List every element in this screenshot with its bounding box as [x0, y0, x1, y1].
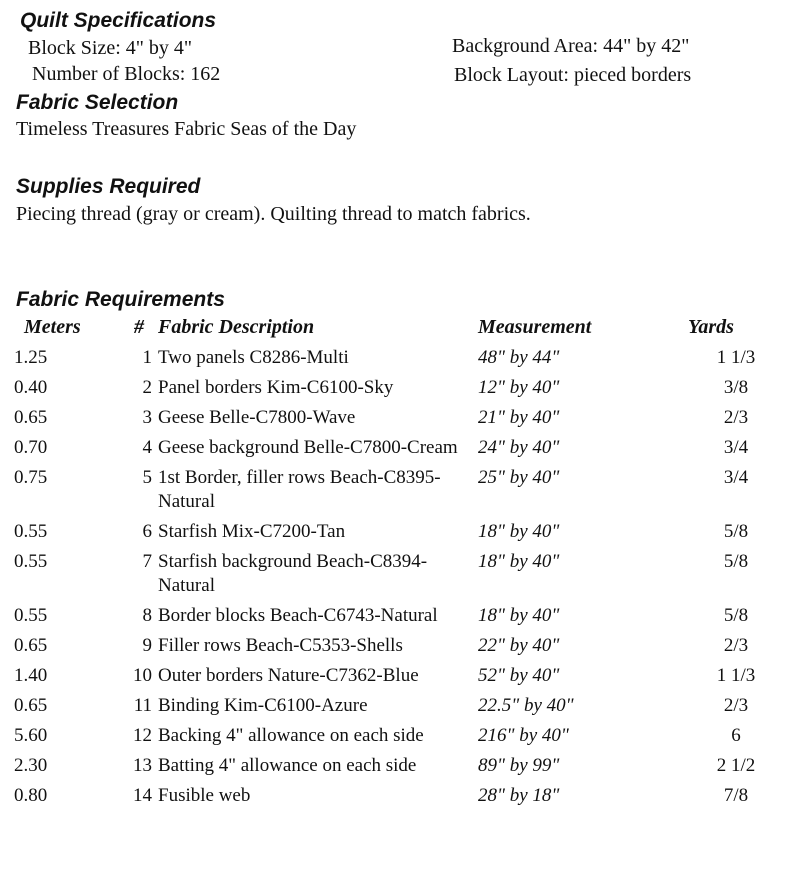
yards-cell: 2/3 — [723, 635, 749, 656]
table-row — [14, 550, 784, 604]
number-cell: 10 — [133, 665, 152, 686]
yards-cell: 5/8 — [723, 551, 749, 572]
number-column-header: # — [134, 316, 144, 338]
table-header-row — [14, 316, 784, 346]
fabric-selection-text: Timeless Treasures Fabric Seas of the Day — [16, 118, 357, 140]
measurement-cell: 12" by 40" — [478, 377, 560, 398]
yards-cell: 5/8 — [723, 605, 749, 626]
block-size: Block Size: 4" by 4" — [28, 37, 193, 59]
supplies-heading: Supplies Required — [16, 175, 201, 198]
fabric-requirements-table — [14, 316, 784, 814]
table-row — [14, 754, 784, 784]
description-cell: Outer borders Nature-C7362-Blue — [158, 665, 419, 686]
quilt-specifications-heading: Quilt Specifications — [20, 9, 217, 32]
description-cell: Filler rows Beach-C5353-Shells — [158, 635, 403, 656]
description-cell: 1st Border, filler rows Beach-C8395-Natural — [158, 467, 441, 512]
meters-cell: 0.65 — [14, 635, 48, 656]
description-cell: Starfish Mix-C7200-Tan — [158, 521, 346, 542]
meters-cell: 0.55 — [14, 521, 48, 542]
description-cell: Batting 4" allowance on each side — [158, 755, 417, 776]
description-column-header: Fabric Description — [158, 316, 315, 338]
yards-cell: 2 1/2 — [716, 755, 756, 776]
table-row — [14, 604, 784, 634]
meters-column-header: Meters — [24, 316, 81, 338]
number-cell: 2 — [142, 377, 152, 398]
number-cell: 14 — [133, 785, 152, 806]
table-row — [14, 724, 784, 754]
fabric-selection-heading: Fabric Selection — [16, 91, 179, 114]
number-cell: 11 — [133, 695, 152, 716]
meters-cell: 1.25 — [14, 347, 48, 368]
number-cell: 5 — [142, 467, 152, 488]
table-row — [14, 520, 784, 550]
description-cell: Geese background Belle-C7800-Cream — [158, 437, 458, 458]
background-area: Background Area: 44" by 42" — [452, 35, 690, 57]
measurement-cell: 21" by 40" — [478, 407, 560, 428]
yards-cell: 3/4 — [723, 437, 749, 458]
number-cell: 13 — [133, 755, 152, 776]
table-row — [14, 664, 784, 694]
number-cell: 12 — [133, 725, 152, 746]
measurement-cell: 22" by 40" — [478, 635, 560, 656]
measurement-cell: 48" by 44" — [478, 347, 560, 368]
yards-cell: 2/3 — [723, 695, 749, 716]
number-cell: 1 — [142, 347, 152, 368]
table-row — [14, 406, 784, 436]
description-cell: Two panels C8286-Multi — [158, 347, 349, 368]
description-cell: Border blocks Beach-C6743-Natural — [158, 605, 438, 626]
description-cell: Fusible web — [158, 785, 251, 806]
measurement-cell: 18" by 40" — [478, 605, 560, 626]
description-cell: Backing 4" allowance on each side — [158, 725, 424, 746]
table-row — [14, 346, 784, 376]
meters-cell: 2.30 — [14, 755, 48, 776]
number-cell: 3 — [142, 407, 152, 428]
yards-column-header: Yards — [688, 316, 734, 338]
description-cell: Geese Belle-C7800-Wave — [158, 407, 356, 428]
yards-cell: 3/4 — [723, 467, 749, 488]
description-cell: Panel borders Kim-C6100-Sky — [158, 377, 394, 398]
measurement-cell: 216" by 40" — [478, 725, 569, 746]
meters-cell: 0.40 — [14, 377, 48, 398]
description-cell: Starfish background Beach-C8394-Natural — [158, 551, 428, 596]
table-row — [14, 376, 784, 406]
measurement-cell: 52" by 40" — [478, 665, 560, 686]
number-cell: 7 — [142, 551, 152, 572]
fabric-requirements-heading: Fabric Requirements — [16, 288, 225, 311]
yards-cell: 2/3 — [723, 407, 749, 428]
yards-cell: 3/8 — [723, 377, 749, 398]
measurement-cell: 89" by 99" — [478, 755, 560, 776]
measurement-cell: 24" by 40" — [478, 437, 560, 458]
meters-cell: 0.65 — [14, 695, 48, 716]
table-row — [14, 634, 784, 664]
meters-cell: 0.80 — [14, 785, 48, 806]
meters-cell: 0.65 — [14, 407, 48, 428]
yards-cell: 1 1/3 — [716, 347, 756, 368]
number-cell: 4 — [142, 437, 152, 458]
number-cell: 6 — [142, 521, 152, 542]
meters-cell: 0.70 — [14, 437, 48, 458]
table-row — [14, 784, 784, 814]
number-of-blocks: Number of Blocks: 162 — [32, 63, 221, 85]
yards-cell: 5/8 — [723, 521, 749, 542]
supplies-text: Piecing thread (gray or cream). Quilting thread to match fabrics. — [16, 203, 531, 225]
measurement-cell: 18" by 40" — [478, 551, 560, 572]
yards-cell: 7/8 — [723, 785, 749, 806]
measurement-cell: 25" by 40" — [478, 467, 560, 488]
meters-cell: 5.60 — [14, 725, 48, 746]
description-cell: Binding Kim-C6100-Azure — [158, 695, 368, 716]
measurement-cell: 18" by 40" — [478, 521, 560, 542]
measurement-cell: 22.5" by 40" — [478, 695, 574, 716]
meters-cell: 0.75 — [14, 467, 48, 488]
meters-cell: 0.55 — [14, 605, 48, 626]
number-cell: 8 — [142, 605, 152, 626]
yards-cell: 6 — [731, 725, 741, 746]
table-row — [14, 466, 784, 520]
meters-cell: 0.55 — [14, 551, 48, 572]
meters-cell: 1.40 — [14, 665, 48, 686]
block-layout: Block Layout: pieced borders — [454, 64, 692, 86]
yards-cell: 1 1/3 — [716, 665, 756, 686]
table-row — [14, 694, 784, 724]
measurement-cell: 28" by 18" — [478, 785, 560, 806]
table-row — [14, 436, 784, 466]
number-cell: 9 — [142, 635, 152, 656]
measurement-column-header: Measurement — [478, 316, 592, 338]
